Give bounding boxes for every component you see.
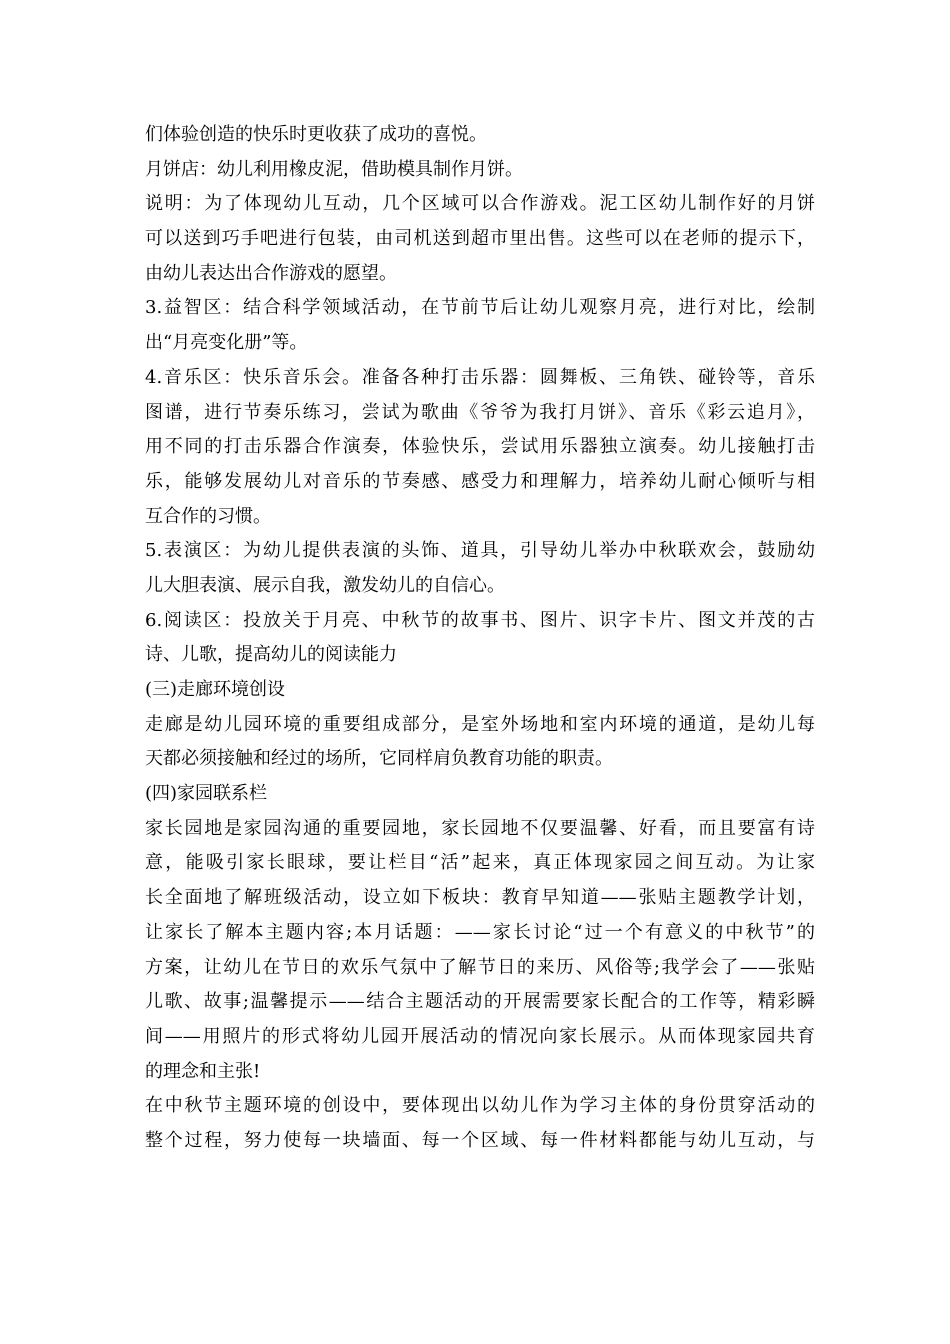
- text-line: 走廊是幼儿园环境的重要组成部分，是室外场地和室内环境的通道，是幼儿每: [145, 713, 815, 735]
- text-line: 3.益智区：结合科学领域活动，在节前节后让幼儿观察月亮，进行对比，绘制: [145, 297, 815, 319]
- text-line: 的理念和主张!: [145, 1060, 261, 1082]
- text-line: 5.表演区：为幼儿提供表演的头饰、道具，引导幼儿举办中秋联欢会，鼓励幼: [145, 540, 815, 562]
- text-line: 整个过程，努力使每一块墙面、每一个区域、每一件材料都能与幼儿互动，与: [145, 1129, 815, 1151]
- text-line: (三)走廊环境创设: [145, 679, 286, 700]
- text-line: 用不同的打击乐器合作演奏，体验快乐，尝试用乐器独立演奏。幼儿接触打击: [145, 436, 815, 458]
- text-line: 互合作的习惯。: [145, 505, 271, 527]
- text-line: 由幼儿表达出合作游戏的愿望。: [145, 262, 397, 284]
- text-line: 月饼店：幼儿利用橡皮泥，借助模具制作月饼。: [145, 158, 523, 180]
- text-line: 们体验创造的快乐时更收获了成功的喜悦。: [145, 124, 487, 145]
- text-line: 家长园地是家园沟通的重要园地，家长园地不仅要温馨、好看，而且要富有诗: [145, 817, 815, 839]
- text-line: 诗、儿歌，提高幼儿的阅读能力: [145, 644, 397, 666]
- text-line: 长全面地了解班级活动，设立如下板块：教育早知道——张贴主题教学计划，: [145, 887, 815, 909]
- text-line: 在中秋节主题环境的创设中，要体现出以幼儿作为学习主体的身份贯穿活动的: [145, 1095, 815, 1117]
- text-line: 儿大胆表演、展示自我，激发幼儿的自信心。: [145, 574, 505, 596]
- text-line: 天都必须接触和经过的场所，它同样肩负教育功能的职责。: [145, 748, 613, 770]
- text-line: (四)家园联系栏: [145, 783, 268, 805]
- text-line: 乐，能够发展幼儿对音乐的节奏感、感受力和理解力，培养幼儿耐心倾听与相: [145, 470, 815, 492]
- text-line: 出“月亮变化册”等。: [145, 332, 308, 354]
- text-line: 让家长了解本主题内容;本月话题：——家长讨论“过一个有意义的中秋节”的: [145, 921, 815, 943]
- text-line: 4.音乐区：快乐音乐会。准备各种打击乐器：圆舞板、三角铁、碰铃等，音乐: [145, 366, 815, 388]
- text-line: 儿歌、故事;温馨提示——结合主题活动的开展需要家长配合的工作等，精彩瞬: [145, 991, 815, 1013]
- text-line: 6.阅读区：投放关于月亮、中秋节的故事书、图片、识字卡片、图文并茂的古: [145, 609, 815, 631]
- text-line: 可以送到巧手吧进行包装，由司机送到超市里出售。这些可以在老师的提示下，: [145, 228, 815, 250]
- document-body: [145, 118, 815, 1159]
- text-line: 方案，让幼儿在节日的欢乐气氛中了解节日的来历、风俗等;我学会了——张贴: [145, 956, 815, 978]
- text-line: 意，能吸引家长眼球，要让栏目“活”起来，真正体现家园之间互动。为让家: [145, 852, 815, 874]
- text-line: 图谱，进行节奏乐练习，尝试为歌曲《爷爷为我打月饼》、音乐《彩云追月》，: [145, 401, 815, 423]
- text-line: 说明：为了体现幼儿互动，几个区域可以合作游戏。泥工区幼儿制作好的月饼: [145, 193, 815, 215]
- text-line: 间——用照片的形式将幼儿园开展活动的情况向家长展示。从而体现家园共育: [145, 1025, 815, 1047]
